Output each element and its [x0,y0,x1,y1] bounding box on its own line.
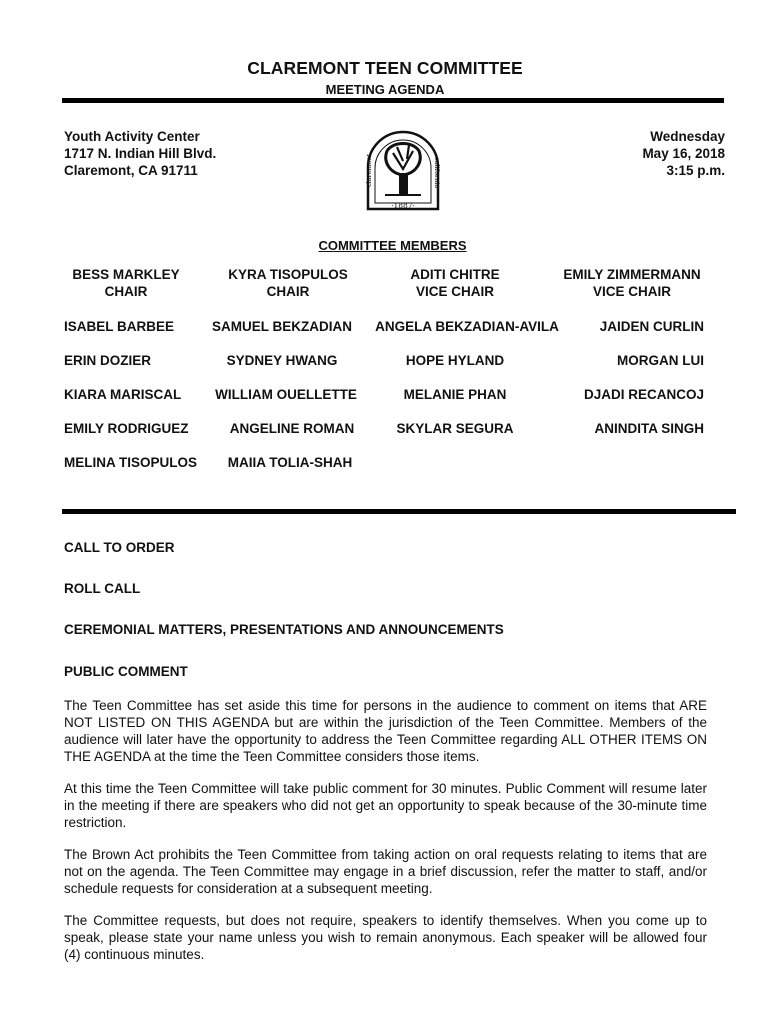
member-name: EMILY ZIMMERMANN [563,267,701,282]
document-title: CLAREMONT TEEN COMMITTEE [247,58,523,78]
member-name: HOPE HYLAND [405,353,505,368]
member-name: WILLIAM OUELLETTE [215,387,357,402]
location-line-1: Youth Activity Center [64,129,200,144]
member-officer-3 [358,266,552,300]
member-name: ADITI CHITRE [410,267,500,282]
seal-year: ·1887· [391,201,415,210]
location-line-2: 1717 N. Indian Hill Blvd. [64,146,217,161]
member-role: CHAIR [104,284,148,299]
location-line-3: Claremont, CA 91711 [64,163,198,178]
member-role: CHAIR [266,284,310,299]
member-name: MELINA TISOPULOS [64,455,198,470]
location-block [64,128,216,179]
member-name: KYRA TISOPULOS [228,267,348,282]
member-name: SKYLAR SEGURA [396,421,514,436]
member-name: SAMUEL BEKZADIAN [211,319,352,334]
member-name: MAIIA TOLIA-SHAH [227,455,353,470]
member-name: KIARA MARISCAL [64,387,182,402]
member-name: ERIN DOZIER [64,353,152,368]
member-name: ANGELINE ROMAN [229,421,355,436]
member-name: ANINDITA SINGH [594,421,704,436]
meeting-day: Wednesday [650,129,725,144]
member-officer-4 [552,266,712,300]
member-name: DJADI RECANCOJ [583,387,704,402]
date-block [642,128,725,179]
member-role: VICE CHAIR [592,284,671,299]
public-comment-paragraph-2: At this time the Teen Committee will take public comment for 30 minutes. Public Comment will resume later in the meeting if there are speakers who did not get an opportunity to speak because of the 30-minute time restriction. [64,781,707,830]
member-name: BESS MARKLEY [72,267,180,282]
document-subtitle: MEETING AGENDA [325,82,445,97]
member-name: SYDNEY HWANG [226,353,338,368]
city-seal-logo [363,127,443,213]
member-officer-2 [208,266,368,300]
member-role: VICE CHAIR [415,284,494,299]
member-name: MELANIE PHAN [403,387,507,402]
svg-text:california: california [433,157,441,189]
public-comment-paragraph-4: The Committee requests, but does not require, speakers to identify themselves. When you come up to speak, please state your name unless you wish to remain anonymous. Each speaker will be allowed four (4) continuous minutes. [64,913,707,962]
member-name: EMILY RODRIGUEZ [64,421,189,436]
agenda-roll-call: ROLL CALL [64,581,141,596]
svg-text:claremont: claremont [365,153,373,187]
meeting-time: 3:15 p.m. [666,163,725,178]
agenda-public-comment: PUBLIC COMMENT [64,664,188,679]
meeting-date: May 16, 2018 [642,146,725,161]
top-divider [62,98,724,103]
member-name: MORGAN LUI [617,353,704,368]
members-divider [62,509,736,514]
agenda-ceremonial-matters: CEREMONIAL MATTERS, PRESENTATIONS AND ANNOUNCEMENTS [64,622,504,637]
committee-members-heading: COMMITTEE MEMBERS [318,238,467,253]
public-comment-paragraph-3: The Brown Act prohibits the Teen Committee from taking action on oral requests relating to items that are not on the agenda. The Teen Committee may engage in a brief discussion, refer the matter to staff, and/or schedule requests for consideration at a subsequent meeting. [64,847,707,896]
public-comment-paragraph-1: The Teen Committee has set aside this time for persons in the audience to comment on items that ARE NOT LISTED ON THIS AGENDA but are within the jurisdiction of the Teen Committee. Members of the audience will later have the opportunity to address the Teen Committee regarding ALL OTHER ITEMS ON THE AGENDA at the time the Teen Committee considers those items. [64,698,707,764]
member-name: ISABEL BARBEE [64,319,175,334]
member-officer-1 [60,266,192,300]
member-name: ANGELA BEKZADIAN-AVILA [375,319,559,334]
agenda-call-to-order: CALL TO ORDER [64,540,175,555]
member-name: JAIDEN CURLIN [599,319,704,334]
